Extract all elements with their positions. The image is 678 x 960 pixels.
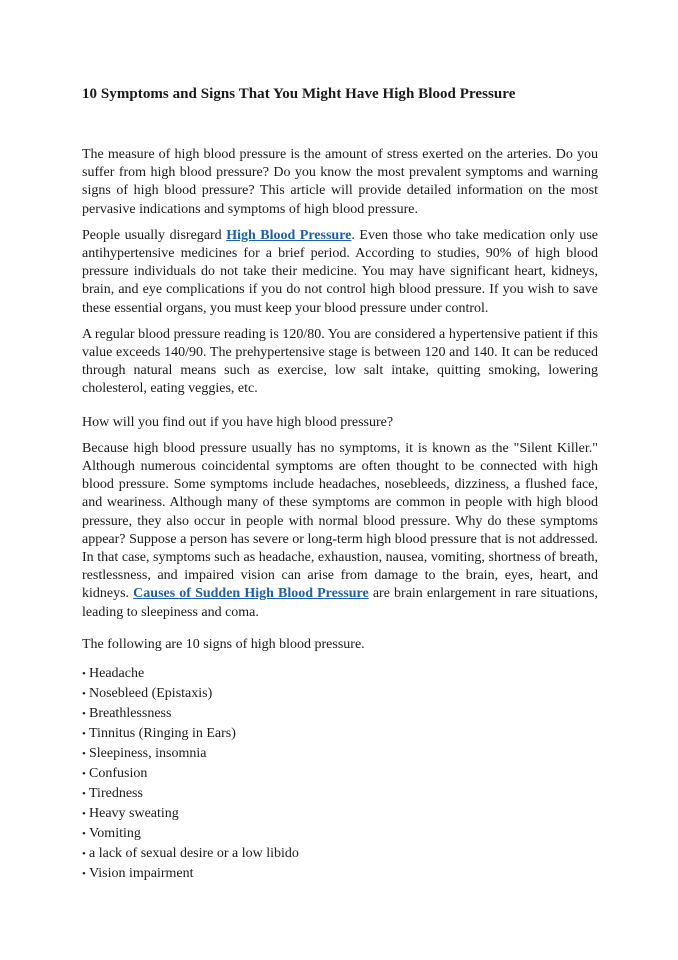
bullet-icon: • xyxy=(82,788,86,801)
bullet-icon: • xyxy=(82,848,86,861)
paragraph-disregard xyxy=(82,227,598,318)
list-item xyxy=(82,844,598,864)
list-item-text: Vision impairment xyxy=(89,866,194,882)
bullet-icon: • xyxy=(82,808,86,821)
list-item-text: Breathlessness xyxy=(89,706,172,722)
document-title: 10 Symptoms and Signs That You Might Have High Blood Pressure xyxy=(82,86,516,102)
list-item-text: Vomiting xyxy=(89,826,141,842)
list-item-text: Tiredness xyxy=(89,786,143,802)
signs-list xyxy=(82,664,598,884)
list-item xyxy=(82,864,598,884)
list-item xyxy=(82,684,598,704)
question-heading: How will you find out if you have high blood pressure? xyxy=(82,414,394,430)
list-item xyxy=(82,704,598,724)
bullet-icon: • xyxy=(82,768,86,781)
list-item xyxy=(82,744,598,764)
bullet-icon: • xyxy=(82,828,86,841)
paragraph-reading: A regular blood pressure reading is 120/80. You are considered a hypertensive patient if this value exceeds 140/90. The prehypertensive stage is between 120 and 140. It can be reduced through natural means such as exercise, low salt intake, quitting smoking, lowering cholesterol, eating veggies, etc. xyxy=(82,326,598,397)
intro-paragraph: The measure of high blood pressure is the amount of stress exerted on the arteries. Do you suffer from high blood pressure? Do you know the most prevalent symptoms and warning signs of high blood pressure? This article will provide detailed information on the most pervasive indications and symptoms of high blood pressure. xyxy=(82,147,598,217)
list-item xyxy=(82,804,598,824)
bullet-icon: • xyxy=(82,708,86,721)
bullet-icon: • xyxy=(82,748,86,761)
paragraph-silent-killer xyxy=(82,440,598,622)
paragraph-text: People usually disregard xyxy=(82,227,227,243)
causes-link[interactable]: Causes of Sudden High Blood Pressure xyxy=(133,586,369,602)
bullet-icon: • xyxy=(82,668,86,681)
list-item-text: Confusion xyxy=(89,766,148,782)
list-item-text: Headache xyxy=(89,666,145,682)
paragraph-text: are brain enlargement in rare situations, leading to sleepiness and coma. xyxy=(82,586,598,620)
list-item xyxy=(82,764,598,784)
bullet-icon: • xyxy=(82,688,86,701)
list-intro: The following are 10 signs of high blood pressure. xyxy=(82,636,365,652)
list-item-text: a lack of sexual desire or a low libido xyxy=(89,846,299,862)
list-item-text: Nosebleed (Epistaxis) xyxy=(89,686,213,702)
high-blood-pressure-link[interactable]: High Blood Pressure xyxy=(226,227,352,243)
list-item xyxy=(82,724,598,744)
list-item xyxy=(82,664,598,684)
paragraph-text: . Even those who take medication only use antihypertensive medicines for a brief period. According to studies, 90% of high blood pressure individuals do not take their medicine. You may have significant heart, kidneys, brain, and eye complications if you do not control high blood pressure. If you wish to save these essential organs, you must keep your blood pressure under control. xyxy=(82,227,598,316)
list-item-text: Sleepiness, insomnia xyxy=(89,746,207,762)
paragraph-text: Because high blood pressure usually has no symptoms, it is known as the "Silent Killer." Although numerous coincidental symptoms are often thought to be connected with high blood pressure. Some symptoms include headaches, nosebleeds, dizziness, a flushed face, and weariness. Although many of these symptoms are common in people with high blood pressure, they also occur in people with normal blood pressure. Why do these symptoms appear? Suppose a person has severe or long-term high blood pressure that is not addressed. In that case, symptoms such as headache, exhaustion, nausea, vomiting, shortness of breath, restlessness, and impaired vision can arise from damage to the brain, eyes, heart, and kidneys. xyxy=(82,440,598,602)
list-item xyxy=(82,824,598,844)
document-page xyxy=(82,84,598,884)
list-item xyxy=(82,784,598,804)
bullet-icon: • xyxy=(82,728,86,741)
bullet-icon: • xyxy=(82,868,86,881)
list-item-text: Heavy sweating xyxy=(89,806,179,822)
list-item-text: Tinnitus (Ringing in Ears) xyxy=(89,726,236,742)
